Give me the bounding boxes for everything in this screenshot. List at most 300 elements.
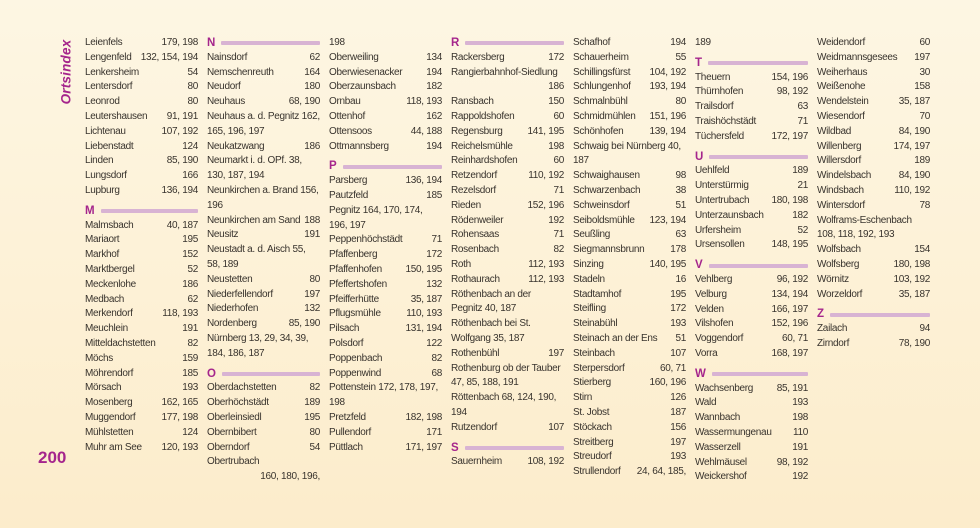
page-numbers: 194 bbox=[670, 37, 686, 48]
place-name: Oberleinsiedl bbox=[207, 411, 262, 423]
index-entry bbox=[451, 347, 564, 362]
index-column-2 bbox=[207, 36, 320, 485]
index-entry bbox=[695, 224, 808, 239]
place-name: Pfaffenhofen bbox=[329, 263, 382, 275]
place-name: Pilsach bbox=[329, 323, 360, 335]
place-name: Ornbau bbox=[329, 96, 361, 108]
place-name: Mühlstetten bbox=[85, 426, 134, 438]
place-name: St. Jobst bbox=[573, 406, 610, 418]
page-numbers: 71 bbox=[553, 229, 564, 241]
index-entry bbox=[817, 154, 930, 169]
page-numbers: 192 bbox=[792, 471, 808, 483]
section-rule bbox=[343, 165, 442, 169]
index-entry bbox=[329, 322, 442, 337]
index-entry bbox=[573, 421, 686, 436]
section-letter: O bbox=[207, 367, 216, 380]
page-numbers: 126 bbox=[670, 392, 686, 404]
place-name: Schillingsfürst bbox=[573, 66, 631, 78]
page-numbers: 16 bbox=[675, 273, 686, 285]
place-name: Rappoldshofen bbox=[451, 110, 515, 122]
page-numbers: 139, 194 bbox=[649, 125, 686, 137]
index-entry bbox=[85, 233, 198, 248]
page-numbers: 35, 187 bbox=[898, 288, 930, 300]
index-entry bbox=[85, 367, 198, 382]
index-entry bbox=[329, 411, 442, 426]
index-entry bbox=[451, 140, 564, 155]
place-name: Oberweiling bbox=[329, 51, 379, 63]
place-name: Schmalnbühl bbox=[573, 96, 628, 108]
page-numbers: 118, 193 bbox=[406, 96, 442, 108]
page-numbers: 136, 194 bbox=[161, 184, 198, 196]
section-header-p bbox=[329, 159, 442, 174]
place-name: Seiboldsmühle bbox=[573, 214, 635, 226]
page-numbers: 194 bbox=[426, 140, 442, 152]
index-entry bbox=[207, 95, 320, 110]
index-entry bbox=[573, 243, 686, 258]
index-entry bbox=[207, 411, 320, 426]
place-name: Schönhofen bbox=[573, 125, 624, 137]
index-entry bbox=[329, 352, 442, 367]
section-letter: V bbox=[695, 259, 703, 272]
index-entry bbox=[85, 184, 198, 199]
index-entry bbox=[573, 228, 686, 243]
page-numbers: 68, 124, 190, 194 bbox=[451, 392, 557, 418]
index-entry bbox=[573, 391, 686, 406]
place-name: Pfaffenberg bbox=[329, 249, 378, 261]
continued-page-numbers: 198 bbox=[329, 37, 345, 48]
place-name: Streudorf bbox=[573, 451, 612, 463]
index-entry bbox=[329, 367, 442, 382]
section-header-u bbox=[695, 150, 808, 165]
place-name: Untertrubach bbox=[695, 194, 750, 206]
index-entry bbox=[695, 209, 808, 224]
place-name: Obertrubach bbox=[207, 456, 260, 468]
place-name: Rohensaas bbox=[451, 229, 499, 241]
section-header-n bbox=[207, 36, 320, 51]
page-numbers: 189 bbox=[914, 155, 930, 167]
place-name: Ursensollen bbox=[695, 239, 745, 251]
page-numbers: 98, 192 bbox=[776, 456, 808, 468]
place-name: Lungsdorf bbox=[85, 170, 127, 182]
place-name: Nürnberg bbox=[207, 332, 247, 344]
page-numbers: 47, 85, 188, 191 bbox=[451, 377, 519, 389]
index-columns bbox=[85, 36, 930, 485]
page-numbers: 91, 191 bbox=[166, 110, 198, 122]
page-numbers: 172, 197 bbox=[771, 130, 808, 142]
page-numbers: 191 bbox=[792, 441, 808, 453]
index-entry bbox=[207, 51, 320, 66]
place-name: Schwarzenbach bbox=[573, 184, 641, 196]
page-numbers: 195 bbox=[182, 234, 198, 246]
page-numbers: 35, 187 bbox=[898, 96, 930, 108]
index-entry bbox=[451, 110, 564, 125]
page-numbers: 158 bbox=[914, 81, 930, 93]
index-entry bbox=[817, 273, 930, 288]
section-letter: M bbox=[85, 204, 95, 217]
place-name: Stöckach bbox=[573, 421, 612, 433]
index-entry bbox=[329, 337, 442, 352]
index-entry bbox=[85, 219, 198, 234]
page-numbers: 132, 154, 194 bbox=[140, 51, 198, 63]
index-entry bbox=[695, 164, 808, 179]
place-name: Niederfellendorf bbox=[207, 288, 273, 300]
index-entry bbox=[573, 362, 686, 377]
index-entry bbox=[695, 71, 808, 86]
page-numbers: 107 bbox=[548, 421, 564, 433]
place-name: Reichelsmühle bbox=[451, 140, 513, 152]
place-name: Wasserzell bbox=[695, 441, 741, 453]
page-numbers: 166, 197 bbox=[771, 303, 808, 315]
place-name: Möchs bbox=[85, 352, 113, 364]
place-name: Meuchlein bbox=[85, 323, 128, 335]
index-entry bbox=[329, 204, 442, 234]
place-name: Steinach an der Ens bbox=[573, 332, 658, 344]
place-name: Muhr am See bbox=[85, 441, 142, 453]
page-numbers: 171, 197 bbox=[405, 441, 442, 453]
page-numbers: 84, 190 bbox=[898, 125, 930, 137]
section-rule bbox=[101, 209, 198, 213]
index-entry bbox=[329, 51, 442, 66]
index-entry bbox=[451, 95, 564, 110]
index-entry bbox=[695, 179, 808, 194]
page-numbers: 54 bbox=[309, 441, 320, 453]
page-numbers: 197 bbox=[548, 347, 564, 359]
index-entry bbox=[695, 130, 808, 145]
page-numbers: 103, 192 bbox=[893, 273, 930, 285]
page-numbers: 197 bbox=[914, 51, 930, 63]
page-numbers: 154, 196 bbox=[771, 71, 808, 83]
place-name: Stadtamhof bbox=[573, 288, 622, 300]
page-numbers: 193 bbox=[792, 397, 808, 409]
index-entry bbox=[207, 332, 320, 362]
index-entry bbox=[207, 214, 320, 229]
place-name: Strullendorf bbox=[573, 466, 621, 478]
page-numbers: 40, 187 bbox=[573, 140, 681, 167]
page-numbers: 82 bbox=[553, 244, 564, 256]
place-name: Nemschenreuth bbox=[207, 66, 274, 78]
page-numbers: 85, 190 bbox=[288, 318, 320, 330]
page-numbers: 13, 29, 34, 39, 184, 186, 187 bbox=[207, 332, 309, 359]
page-numbers: 185 bbox=[426, 189, 442, 201]
place-name: Linden bbox=[85, 155, 114, 167]
index-entry bbox=[329, 110, 442, 125]
place-name: Pflugsmühle bbox=[329, 308, 381, 320]
section-letter: P bbox=[329, 160, 337, 173]
place-name: Rieden bbox=[451, 199, 481, 211]
index-entry bbox=[329, 248, 442, 263]
section-rule bbox=[222, 372, 320, 376]
place-name: Oberdachstetten bbox=[207, 382, 277, 394]
index-entry bbox=[85, 411, 198, 426]
place-name: Siegmannsbrunn bbox=[573, 244, 645, 256]
page-number: 200 bbox=[38, 448, 67, 467]
page-numbers: 107 bbox=[670, 347, 686, 359]
place-name: Weidendorf bbox=[817, 37, 865, 48]
index-entry bbox=[573, 199, 686, 214]
place-name: Oberhöchstädt bbox=[207, 397, 269, 409]
index-entry bbox=[451, 455, 564, 470]
place-name: Schlungenhof bbox=[573, 81, 631, 93]
index-entry bbox=[817, 258, 930, 273]
page-numbers: 186 bbox=[548, 81, 564, 93]
page-numbers: 186 bbox=[182, 278, 198, 290]
section-rule bbox=[712, 372, 808, 376]
index-entry bbox=[695, 238, 808, 253]
index-entry bbox=[85, 307, 198, 322]
place-name: Malmsbach bbox=[85, 219, 134, 231]
place-name: Oberndorf bbox=[207, 441, 250, 453]
index-column-7 bbox=[817, 36, 930, 352]
index-entry bbox=[695, 382, 808, 397]
place-name: Velburg bbox=[695, 288, 727, 300]
place-name: Uehlfeld bbox=[695, 165, 730, 177]
place-name: Liebenstadt bbox=[85, 140, 134, 152]
index-entry bbox=[207, 80, 320, 95]
index-entry bbox=[85, 426, 198, 441]
page-numbers: 166 bbox=[182, 170, 198, 182]
page-numbers: 150 bbox=[548, 96, 564, 108]
index-column-1 bbox=[85, 36, 198, 455]
page-numbers: 164 bbox=[304, 66, 320, 78]
place-name: Parsberg bbox=[329, 175, 368, 187]
page-numbers: 60 bbox=[553, 110, 564, 122]
page-numbers: 107, 192 bbox=[161, 125, 198, 137]
page-numbers: 54 bbox=[187, 66, 198, 78]
page-numbers: 136, 194 bbox=[405, 175, 442, 187]
place-name: Rödenweiler bbox=[451, 214, 504, 226]
place-name: Püttlach bbox=[329, 441, 363, 453]
place-name: Pullendorf bbox=[329, 426, 372, 438]
place-name: Lentersdorf bbox=[85, 81, 133, 93]
section-rule bbox=[830, 313, 930, 317]
page-numbers: 82 bbox=[187, 337, 198, 349]
index-entry bbox=[329, 426, 442, 441]
index-entry bbox=[329, 80, 442, 95]
place-name: Weickershof bbox=[695, 471, 747, 483]
index-entry bbox=[85, 263, 198, 278]
page-numbers: 140, 195 bbox=[649, 258, 686, 270]
page-numbers: 131, 194 bbox=[405, 323, 442, 335]
index-entry bbox=[695, 396, 808, 411]
place-name: Oberwiesenacker bbox=[329, 66, 403, 78]
index-entry bbox=[695, 441, 808, 456]
page-numbers: 156, 196 bbox=[207, 184, 319, 211]
index-entry bbox=[817, 140, 930, 155]
page-numbers: 160, 180, 196, bbox=[260, 471, 320, 483]
page-numbers: 80 bbox=[309, 273, 320, 285]
page-numbers: 150, 195 bbox=[405, 263, 442, 275]
page-numbers: 194 bbox=[426, 66, 442, 78]
index-entry bbox=[85, 337, 198, 352]
place-name: Rosenbach bbox=[451, 244, 499, 256]
index-entry bbox=[695, 85, 808, 100]
page-numbers: 104, 192 bbox=[649, 66, 686, 78]
page-numbers: 98, 192 bbox=[776, 86, 808, 98]
place-name: Wolfsberg bbox=[817, 258, 860, 270]
section-header-s bbox=[451, 441, 564, 456]
page-numbers: 186 bbox=[304, 140, 320, 152]
index-entry bbox=[573, 66, 686, 81]
page-numbers: 172 bbox=[548, 51, 564, 63]
page-numbers: 51 bbox=[675, 332, 686, 344]
place-name: Mosenberg bbox=[85, 397, 133, 409]
index-entry bbox=[817, 199, 930, 214]
page-numbers: 120, 193 bbox=[161, 441, 198, 453]
page-numbers: 40, 187 bbox=[484, 303, 517, 315]
page-numbers: 187 bbox=[670, 406, 686, 418]
place-name: Windsbach bbox=[817, 184, 864, 196]
index-entry bbox=[451, 391, 564, 421]
place-name: Medbach bbox=[85, 293, 125, 305]
page-numbers: 197 bbox=[670, 436, 686, 448]
place-name: Traishöchstädt bbox=[695, 115, 757, 127]
place-name: Neuhaus a. d. Pegnitz bbox=[207, 110, 300, 122]
index-entry bbox=[207, 110, 320, 140]
page-numbers: 197 bbox=[304, 288, 320, 300]
page-numbers: 195 bbox=[304, 411, 320, 423]
index-entry bbox=[573, 450, 686, 465]
index-entry bbox=[329, 307, 442, 322]
place-name: Ottenhof bbox=[329, 110, 365, 122]
index-entry bbox=[695, 303, 808, 318]
place-name: Neudorf bbox=[207, 81, 241, 93]
index-entry bbox=[451, 125, 564, 140]
index-entry bbox=[207, 154, 320, 184]
page-numbers: 193 bbox=[182, 382, 198, 394]
page-numbers: 70 bbox=[919, 110, 930, 122]
page-numbers: 21 bbox=[797, 180, 808, 192]
index-entry bbox=[451, 317, 564, 347]
page-numbers: 148, 195 bbox=[771, 239, 808, 251]
place-name: Wildbad bbox=[817, 125, 852, 137]
page-numbers: 63 bbox=[797, 101, 808, 113]
index-entry bbox=[451, 288, 564, 318]
page-numbers: 55 bbox=[675, 51, 686, 63]
page-numbers: 35, 187 bbox=[410, 293, 442, 305]
page-numbers: 44, 188 bbox=[410, 125, 442, 137]
page-numbers: 159 bbox=[182, 352, 198, 364]
section-rule bbox=[221, 41, 320, 45]
section-rule bbox=[709, 264, 808, 268]
page-numbers: 182 bbox=[792, 209, 808, 221]
index-entry bbox=[207, 426, 320, 441]
place-name: Urfersheim bbox=[695, 224, 741, 236]
index-entry bbox=[573, 36, 686, 51]
place-name: Weißenohe bbox=[817, 81, 866, 93]
index-entry bbox=[329, 66, 442, 81]
place-name: Leutershausen bbox=[85, 110, 148, 122]
page-numbers: 134 bbox=[426, 51, 442, 63]
place-name: Merkendorf bbox=[85, 308, 133, 320]
page-numbers: 152 bbox=[182, 249, 198, 261]
page-numbers: 180 bbox=[304, 81, 320, 93]
index-column-5 bbox=[573, 36, 686, 480]
section-letter: Z bbox=[817, 308, 825, 321]
index-entry bbox=[817, 288, 930, 303]
index-entry bbox=[817, 337, 930, 352]
page-numbers: 154 bbox=[914, 244, 930, 256]
index-entry bbox=[451, 258, 564, 273]
place-name: Roth bbox=[451, 258, 471, 270]
index-entry bbox=[329, 140, 442, 155]
place-name: Wehlmäusel bbox=[695, 456, 747, 468]
index-column-6 bbox=[695, 36, 808, 485]
index-entry bbox=[817, 66, 930, 81]
page-numbers: 71 bbox=[431, 234, 442, 246]
place-name: Pottenstein bbox=[329, 382, 376, 394]
place-name: Trailsdorf bbox=[695, 101, 734, 113]
index-entry bbox=[85, 36, 198, 51]
index-entry bbox=[85, 322, 198, 337]
page-numbers: 123, 194 bbox=[649, 214, 686, 226]
index-entry bbox=[85, 293, 198, 308]
index-entry bbox=[573, 273, 686, 288]
page-numbers: 71 bbox=[797, 115, 808, 127]
section-header-w bbox=[695, 367, 808, 382]
index-entry bbox=[329, 381, 442, 411]
place-name: Stadeln bbox=[573, 273, 605, 285]
place-name: Zirndorf bbox=[817, 337, 850, 349]
page-numbers: 112, 193 bbox=[528, 258, 564, 270]
section-letter: U bbox=[695, 150, 704, 163]
ortsindex-vertical-label: Ortsindex bbox=[58, 39, 74, 105]
index-entry bbox=[85, 154, 198, 169]
page-numbers: 62 bbox=[187, 293, 198, 305]
index-entry bbox=[817, 80, 930, 95]
index-entry bbox=[573, 80, 686, 95]
place-name: Wintersdorf bbox=[817, 199, 865, 211]
index-entry bbox=[695, 194, 808, 209]
place-name: Mörsach bbox=[85, 382, 122, 394]
page-numbers: 198 bbox=[792, 412, 808, 424]
page-numbers: 177, 198 bbox=[161, 411, 198, 423]
place-name: Weidmannsgesees bbox=[817, 51, 898, 63]
index-entry bbox=[695, 470, 808, 485]
place-name: Theuern bbox=[695, 71, 731, 83]
section-header-r bbox=[451, 36, 564, 51]
page-numbers: 94 bbox=[919, 323, 930, 335]
page-numbers: 191 bbox=[304, 229, 320, 241]
index-entry bbox=[817, 110, 930, 125]
page-numbers: 78 bbox=[919, 199, 930, 211]
place-name: Lenkersheim bbox=[85, 66, 139, 78]
section-letter: T bbox=[695, 56, 703, 69]
place-name: Pretzfeld bbox=[329, 411, 366, 423]
index-entry bbox=[329, 233, 442, 248]
index-entry bbox=[85, 95, 198, 110]
place-name: Wachsenberg bbox=[695, 382, 754, 394]
index-column-3 bbox=[329, 36, 442, 455]
page-numbers: 68 bbox=[431, 367, 442, 379]
page-numbers: 55, 58, 189 bbox=[207, 244, 306, 270]
place-name: Lichtenau bbox=[85, 125, 126, 137]
index-entry bbox=[451, 51, 564, 66]
place-name: Seußling bbox=[573, 229, 611, 241]
page-numbers: 178 bbox=[670, 244, 686, 256]
index-entry bbox=[451, 362, 564, 392]
page-numbers: 192 bbox=[548, 214, 564, 226]
place-name: Ottensoos bbox=[329, 125, 372, 137]
place-name: Thürnhofen bbox=[695, 86, 744, 98]
index-entry bbox=[573, 258, 686, 273]
index-entry bbox=[329, 263, 442, 278]
place-name: Rothenbühl bbox=[451, 347, 500, 359]
index-entry bbox=[329, 125, 442, 140]
index-entry bbox=[695, 288, 808, 303]
index-entry bbox=[573, 95, 686, 110]
index-entry bbox=[573, 140, 686, 170]
place-name: Oberzaunsbach bbox=[329, 81, 396, 93]
